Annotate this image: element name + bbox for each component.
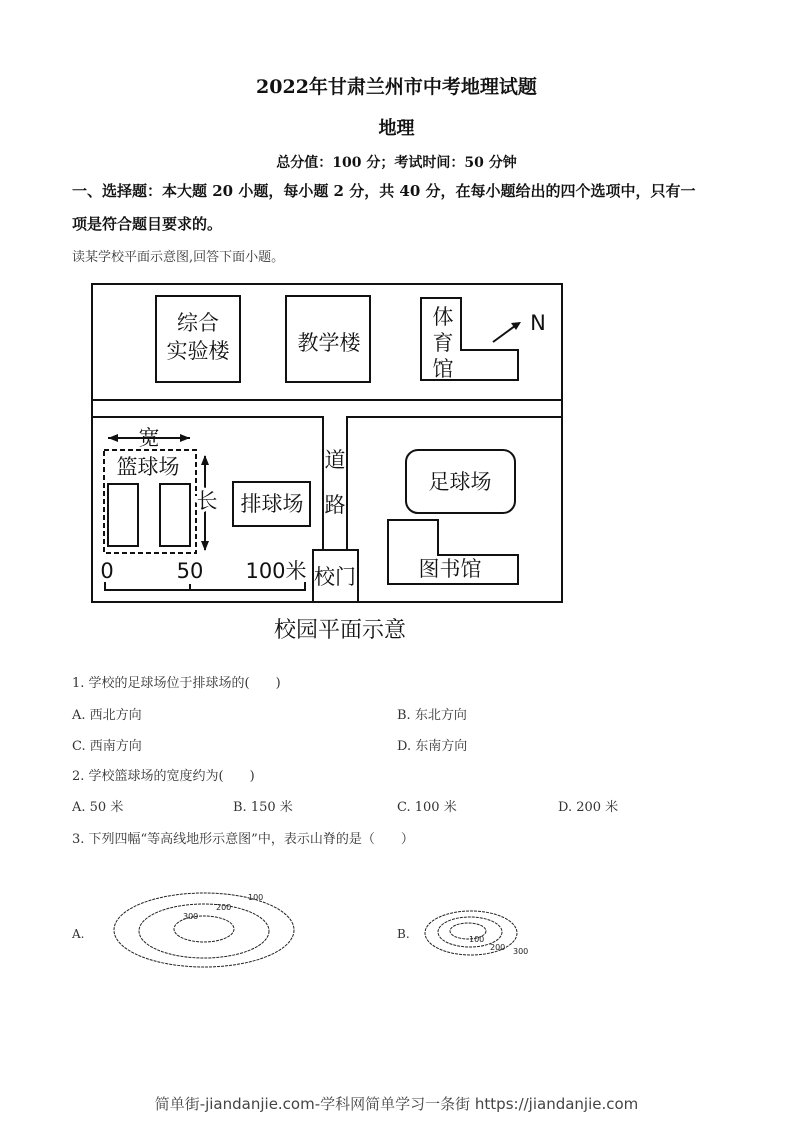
contour-a-label: 200 [216, 903, 232, 912]
option-1d: D. 东南方向 [397, 739, 468, 754]
intro-text: 读某学校平面示意图,回答下面小题。 [72, 250, 285, 265]
contour-b-label: 200 [490, 943, 506, 952]
scale-label: 0 [100, 559, 114, 583]
scale-label: 50 [176, 559, 204, 583]
volleyball-label: 排球场 [240, 492, 304, 516]
football-label: 足球场 [428, 470, 492, 494]
section-heading-line1: 一、选择题：本大题 20 小题，每小题 2 分，共 40 分，在每小题给出的四个选项中，只有一 [72, 182, 696, 200]
width-label: 宽 [138, 426, 160, 450]
library-label: 图书馆 [418, 557, 482, 581]
option-1b: B. 东北方向 [397, 708, 467, 723]
road-label: 道 [324, 448, 346, 472]
gym-label: 体 [432, 305, 454, 329]
subject-title: 地理 [378, 118, 415, 139]
gym-label: 馆 [432, 357, 454, 381]
contour-a-middle [139, 904, 269, 958]
contour-a-label: 300 [183, 912, 199, 921]
basketball-label: 篮球场 [116, 455, 180, 479]
option-2a: A. 50 米 [72, 800, 124, 815]
question-2: 2. 学校篮球场的宽度约为( ) [72, 769, 255, 784]
length-label: 长 [196, 489, 218, 513]
option-2c: C. 100 米 [397, 800, 457, 815]
score-info: 总分值：100 分；考试时间：50 分钟 [276, 155, 517, 171]
map-caption: 校园平面示意 [273, 618, 407, 643]
north-label: N [530, 311, 546, 335]
gate-label: 校门 [314, 565, 356, 589]
option-2b: B. 150 米 [233, 800, 293, 815]
option-3a: A. [72, 927, 85, 941]
option-1a: A. 西北方向 [72, 708, 142, 723]
question-1: 1. 学校的足球场位于排球场的( ) [72, 676, 281, 691]
section-heading-line2: 项是符合题目要求的。 [72, 215, 223, 233]
road-label: 路 [324, 493, 346, 517]
question-3: 3. 下列四幅“等高线地形示意图”中，表示山脊的是（ ） [72, 832, 414, 847]
contour-a-label: 100 [248, 893, 264, 902]
option-2d: D. 200 米 [558, 800, 619, 815]
contour-b-label: 300 [513, 947, 529, 956]
page-title: 2022年甘肃兰州市中考地理试题 [256, 76, 537, 98]
lab-label: 实验楼 [166, 339, 230, 363]
lab-label: 综合 [177, 311, 219, 335]
gym-label: 育 [432, 331, 454, 355]
contour-b-label: 100 [469, 935, 485, 944]
basketball-court-half [108, 484, 138, 546]
scale-label: 100米 [245, 559, 307, 583]
option-3b: B. [397, 927, 410, 941]
teaching-label: 教学楼 [297, 331, 361, 355]
scale-bar [105, 582, 305, 590]
basketball-court-half [160, 484, 190, 546]
contour-diagrams [0, 870, 793, 980]
footer-watermark: 简单街-jiandanjie.com-学科网简单学习一条街 https://jiandanjie.com [154, 1095, 639, 1113]
option-1c: C. 西南方向 [72, 739, 142, 754]
